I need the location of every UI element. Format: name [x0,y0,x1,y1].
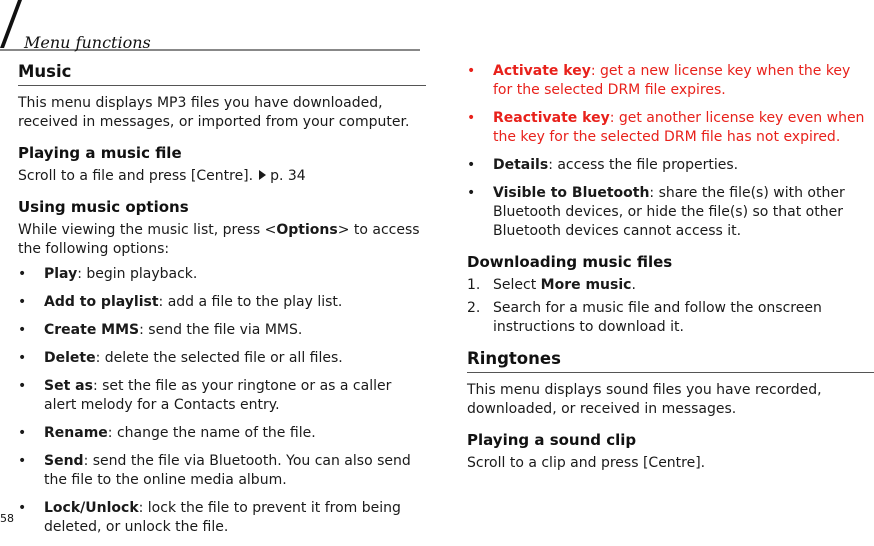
option-desc: : share the file(s) with other Bluetooth devices, or hide the file(s) so that other Bluetooth devices cannot access it. [493,185,845,239]
step-number: 2. [467,300,481,316]
list-item [467,276,874,295]
option-desc: : get another license key even when the key for the selected DRM file has not expired. [493,110,865,145]
option-desc: : get a new license key when the key for the selected DRM file expires. [493,63,851,98]
option-term: Visible to Bluetooth [493,185,650,201]
list-item [18,452,426,490]
bullet-icon: • [18,322,27,338]
page-reference: p. 34 [270,168,306,184]
list-item [467,156,874,175]
bullet-icon: • [18,378,27,394]
option-desc: : access the file properties. [548,157,739,173]
option-term: Reactivate key [493,110,610,126]
option-term: Play [44,266,78,282]
option-term: Create MMS [44,322,140,338]
list-item [18,377,426,415]
music-options-list-continued [467,62,874,241]
option-term: Add to playlist [44,294,159,310]
list-item [467,299,874,337]
bullet-icon: • [18,266,27,282]
option-term: Rename [44,425,108,441]
option-term: Details [493,157,549,173]
options-intro-post: > to access the following options: [18,222,420,257]
list-item [467,109,874,147]
option-desc: : begin playback. [77,266,198,282]
bullet-icon: • [467,63,476,79]
page-number: 58 [0,512,14,525]
option-desc: : add a file to the play list. [158,294,343,310]
step-text-end: . [631,277,636,293]
list-item [467,62,874,100]
page-header-title: Menu functions [24,33,151,52]
ringtones-intro: This menu displays sound files you have recorded, downloaded, or received in messages. [467,382,822,417]
step-text: Search for a music file and follow the onscreen instructions to download it. [493,300,822,335]
heading-music-options: Using music options [18,198,189,216]
music-options-list [18,265,426,537]
music-intro: This menu displays MP3 files you have downloaded, received in messages, or imported from your computer. [18,95,410,130]
option-term: Delete [44,350,96,366]
list-item [18,265,426,284]
heading-playing-sound-clip: Playing a sound clip [467,431,637,449]
music-options-intro [18,221,426,259]
option-term: Send [44,453,84,469]
downloading-steps [467,276,874,337]
option-term: Activate key [493,63,591,79]
page-header [0,0,874,60]
bullet-icon: • [467,110,476,126]
step-text: Select [493,277,541,293]
list-item [18,499,426,537]
heading-downloading-music: Downloading music files [467,253,673,271]
section-title-ringtones: Ringtones [467,349,874,373]
bullet-icon: • [18,453,27,469]
list-item [18,293,426,312]
playing-music-text [18,167,426,186]
playing-sound-clip-text: Scroll to a clip and press [Centre]. [467,455,706,471]
playing-music-instruction: Scroll to a file and press [Centre]. [18,168,254,184]
heading-playing-music: Playing a music file [18,144,182,162]
bullet-icon: • [18,500,27,516]
list-item [18,349,426,368]
list-item [467,184,874,241]
step-menu-name: More music [540,277,632,293]
option-desc: : send the file via MMS. [139,322,303,338]
list-item [18,424,426,443]
option-desc: : send the file via Bluetooth. You can also send the file to the online media album. [44,453,411,488]
right-column [467,62,874,485]
bullet-icon: • [18,350,27,366]
list-item [18,321,426,340]
bullet-icon: • [18,425,27,441]
option-desc: : change the name of the file. [107,425,316,441]
step-number: 1. [467,277,481,293]
option-desc: : lock the file to prevent it from being deleted, or unlock the file. [44,500,401,535]
option-desc: : set the file as your ringtone or as a caller alert melody for a Contacts entry. [44,378,392,413]
left-column [18,62,426,546]
bullet-icon: • [18,294,27,310]
option-term: Lock/Unlock [44,500,139,516]
section-title-music: Music [18,62,426,86]
bullet-icon: • [467,157,476,173]
options-intro-pre: While viewing the music list, press < [18,222,277,238]
bullet-icon: • [467,185,476,201]
option-term: Set as [44,378,93,394]
option-desc: : delete the selected file or all files. [95,350,343,366]
page-ref-arrow-icon [259,170,266,180]
options-key-label: Options [276,222,338,238]
